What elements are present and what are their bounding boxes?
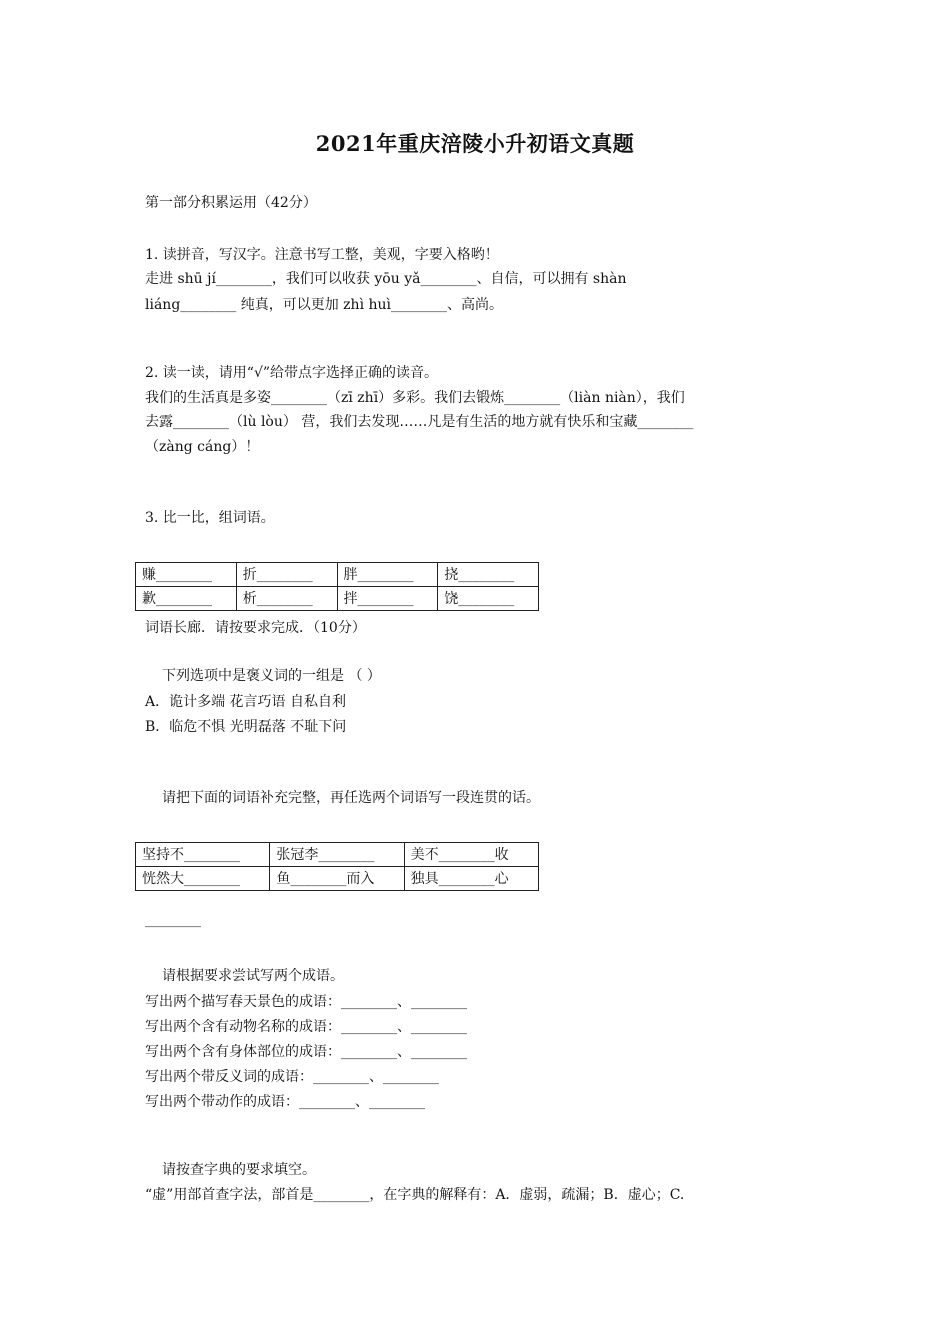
- q2-line-2: 去露________（lù lòu） 营，我们去发现……凡是有生活的地方就有快乐和宝藏________: [145, 414, 694, 430]
- q4-heading: 词语长廊．请按要求完成．（10分）: [145, 620, 366, 636]
- q7-line-1: “虚”用部首查字法，部首是________，在字典的解释有：A．虚弱，疏漏；B．虚心；C.: [145, 1187, 685, 1203]
- q6-item: 写出两个带反义词的成语：________、________: [145, 1069, 439, 1085]
- section-heading: 第一部分积累运用（42分）: [145, 195, 317, 211]
- q3-instruction: 3. 比一比，组词语。: [145, 510, 275, 526]
- q6-item: 写出两个含有身体部位的成语：________、________: [145, 1044, 467, 1060]
- table-row: [136, 587, 539, 611]
- q7-instruction: 请按查字典的要求填空。: [162, 1162, 316, 1178]
- document-title: 2021年重庆涪陵小升初语文真题: [315, 131, 635, 156]
- q6-item: 写出两个含有动物名称的成语：________、________: [145, 1019, 467, 1035]
- table-row: [136, 867, 539, 891]
- table-cell: 赚________: [136, 563, 237, 587]
- table-cell: 张冠李________: [270, 843, 404, 867]
- table-cell: 独具________心: [404, 867, 538, 891]
- q4-option-a: A．诡计多端 花言巧语 自私自利: [145, 694, 347, 710]
- q6-instruction: 请根据要求尝试写两个成语。: [162, 968, 344, 984]
- q2-line-1: 我们的生活真是多姿________（zī zhī）多彩。我们去锻炼________（liàn niàn），我们: [145, 390, 685, 406]
- table-cell: 恍然大________: [136, 867, 270, 891]
- table-row: [136, 843, 539, 867]
- q4-choice-question: 下列选项中是褒义词的一组是 （ ）: [162, 668, 381, 684]
- table-row: [136, 563, 539, 587]
- table-cell: 折________: [236, 563, 337, 587]
- q1-line-2: liáng________ 纯真，可以更加 zhì huì________、高尚。: [145, 297, 504, 313]
- q1-instruction: 1. 读拼音，写汉字。注意书写工整，美观，字要入格哟！: [145, 247, 499, 263]
- q1-line-1: 走进 shū jí________，我们可以收获 yōu yǎ________、自信，可以拥有 shàn: [145, 271, 627, 287]
- q6-item: 写出两个描写春天景色的成语：________、________: [145, 994, 467, 1010]
- table-cell: 胖________: [337, 563, 438, 587]
- q6-item: 写出两个带动作的成语：________、________: [145, 1094, 425, 1110]
- q4-option-b: B．临危不惧 光明磊落 不耻下问: [145, 719, 347, 735]
- table-cell: 鱼________而入: [270, 867, 404, 891]
- table-cell: 饶________: [438, 587, 539, 611]
- table-cell: 歉________: [136, 587, 237, 611]
- q5-instruction: 请把下面的词语补充完整，再任选两个词语写一段连贯的话。: [162, 790, 540, 806]
- q3-word-table: [135, 562, 539, 611]
- q2-line-3: （zàng cáng）！: [145, 439, 260, 455]
- table-cell: 析________: [236, 587, 337, 611]
- q5-answer-blank: ________: [145, 912, 201, 928]
- table-cell: 挠________: [438, 563, 539, 587]
- table-cell: 拌________: [337, 587, 438, 611]
- q2-instruction: 2. 读一读，请用“√”给带点字选择正确的读音。: [145, 365, 439, 381]
- table-cell: 坚持不________: [136, 843, 270, 867]
- table-cell: 美不________收: [404, 843, 538, 867]
- q5-idiom-table: [135, 842, 539, 891]
